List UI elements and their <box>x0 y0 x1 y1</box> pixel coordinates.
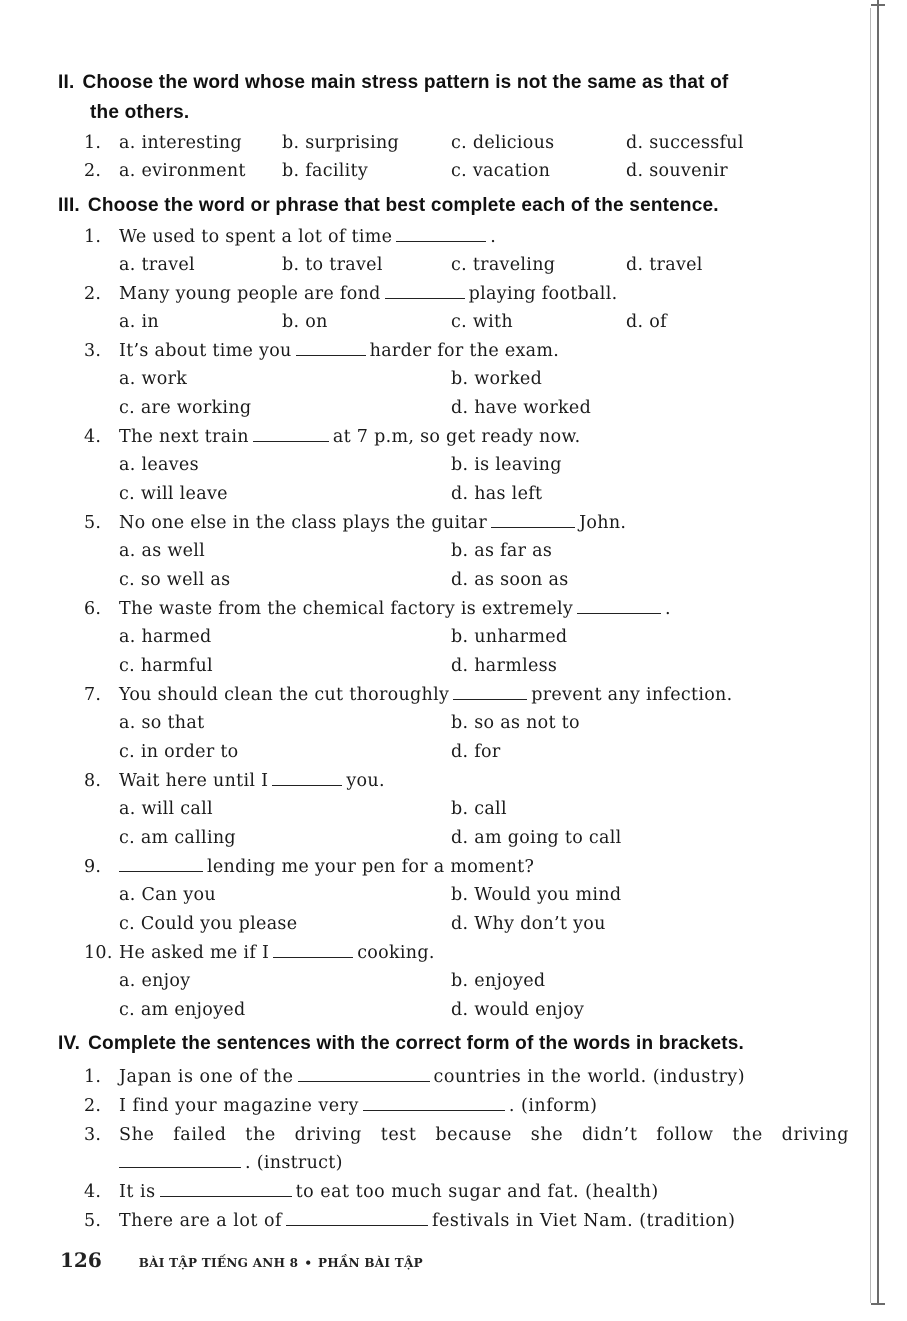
question-text: He asked me if I <box>119 943 270 963</box>
question-number: 9. <box>84 857 102 877</box>
option-b: b. unharmed <box>451 627 568 647</box>
option-a: a. travel <box>119 255 195 275</box>
question-number: 4. <box>84 427 102 447</box>
option-c: c. traveling <box>451 255 556 275</box>
option-b: b. call <box>451 799 507 819</box>
option-d: d. would enjoy <box>451 1000 585 1020</box>
question-text-end: . <box>490 227 497 247</box>
answer-blank <box>296 338 366 356</box>
question-text-end: to eat too much sugar and fat. (health) <box>295 1182 659 1202</box>
answer-blank <box>385 281 465 299</box>
question-number: 8. <box>84 771 102 791</box>
answer-blank <box>491 510 575 528</box>
question-number: 3. <box>84 341 102 361</box>
question-text-end: lending me your pen for a moment? <box>207 857 535 877</box>
option-b: b. so as not to <box>451 713 580 733</box>
option-b: b. on <box>282 312 328 332</box>
option-c: c. vacation <box>451 161 551 181</box>
question-number: 6. <box>84 599 102 619</box>
question-text-end: John. <box>579 513 627 533</box>
option-c: c. so well as <box>119 570 231 590</box>
option-c: c. delicious <box>451 133 555 153</box>
question-text: Many young people are fond <box>119 284 381 304</box>
answer-blank <box>453 682 527 700</box>
option-a: a. will call <box>119 799 213 819</box>
question-number: 2. <box>84 1096 102 1116</box>
question-text: You should clean the cut thoroughly <box>119 685 450 705</box>
page-binding-cap-top <box>871 4 885 6</box>
option-c: c. in order to <box>119 742 239 762</box>
option-d: d. travel <box>626 255 703 275</box>
question-text: We used to spent a lot of time <box>119 227 393 247</box>
question-text-end: countries in the world. (industry) <box>433 1067 746 1087</box>
option-a: a. so that <box>119 713 205 733</box>
answer-blank <box>286 1208 428 1226</box>
page-footer <box>60 1248 423 1272</box>
option-c: c. with <box>451 312 513 332</box>
question-text: Japan is one of the <box>119 1067 294 1087</box>
s4-question-3-text: She failed the driving test because she didn’t follow the driving <box>119 1125 849 1145</box>
question-text: No one else in the class plays the guitar <box>119 513 488 533</box>
question-text: There are a lot of <box>119 1211 283 1231</box>
answer-blank <box>119 854 203 872</box>
option-c: c. am enjoyed <box>119 1000 246 1020</box>
answer-blank <box>273 940 353 958</box>
section-title-cont: the others. <box>90 102 190 123</box>
question-number: 10. <box>84 943 113 963</box>
question-text-end: cooking. <box>357 943 435 963</box>
question-number: 3. <box>84 1125 102 1145</box>
question-text: It is <box>119 1182 156 1202</box>
section-2-heading-cont <box>90 98 882 128</box>
answer-blank <box>298 1064 430 1082</box>
option-d: d. have worked <box>451 398 592 418</box>
footer-separator: • <box>304 1256 313 1270</box>
option-a: a. interesting <box>119 133 242 153</box>
question-text: It’s about time you <box>119 341 292 361</box>
question-text: I find your magazine very <box>119 1096 359 1116</box>
section-3-heading <box>58 191 850 221</box>
option-d: d. of <box>626 312 667 332</box>
question-number: 1. <box>84 133 102 153</box>
question-number: 4. <box>84 1182 102 1202</box>
page-number: 126 <box>60 1248 102 1272</box>
option-b: b. is leaving <box>451 455 562 475</box>
option-a: a. Can you <box>119 885 216 905</box>
option-c: c. are working <box>119 398 252 418</box>
option-c: c. harmful <box>119 656 213 676</box>
answer-blank <box>577 596 661 614</box>
question-text-end: at 7 p.m, so get ready now. <box>332 427 581 447</box>
answer-blank <box>119 1150 241 1168</box>
page-binding-line <box>877 0 879 1303</box>
option-a: a. enjoy <box>119 971 191 991</box>
option-b: b. to travel <box>282 255 383 275</box>
page-binding-cap-bottom <box>871 1303 885 1305</box>
section-number: III. <box>58 195 80 216</box>
option-d: d. for <box>451 742 501 762</box>
option-b: b. Would you mind <box>451 885 622 905</box>
book-title: BÀI TẬP TIẾNG ANH 8 <box>138 1256 299 1270</box>
question-number: 5. <box>84 513 102 533</box>
option-b: b. as far as <box>451 541 553 561</box>
question-number: 2. <box>84 284 102 304</box>
section-title: Choose the word whose main stress pattern is not the same as that of <box>82 72 729 93</box>
question-text: The waste from the chemical factory is extremely <box>119 599 574 619</box>
option-d: d. am going to call <box>451 828 622 848</box>
option-b: b. worked <box>451 369 543 389</box>
question-number: 1. <box>84 227 102 247</box>
answer-blank <box>272 768 342 786</box>
section-4-heading <box>58 1029 850 1059</box>
option-d: d. souvenir <box>626 161 728 181</box>
option-a: a. in <box>119 312 159 332</box>
option-d: d. successful <box>626 133 744 153</box>
option-a: a. leaves <box>119 455 199 475</box>
answer-blank <box>160 1179 292 1197</box>
question-number: 7. <box>84 685 102 705</box>
question-text-end: harder for the exam. <box>369 341 560 361</box>
section-number: II. <box>58 72 75 93</box>
question-number: 5. <box>84 1211 102 1231</box>
option-d: d. harmless <box>451 656 558 676</box>
answer-blank <box>363 1093 505 1111</box>
question-text-end: . <box>665 599 671 619</box>
option-b: b. surprising <box>282 133 400 153</box>
option-b: b. enjoyed <box>451 971 546 991</box>
section-2-heading <box>58 68 850 98</box>
question-text: Wait here until I <box>119 771 269 791</box>
option-c: c. Could you please <box>119 914 298 934</box>
answer-blank <box>396 224 486 242</box>
question-text-end: . (instruct) <box>245 1153 343 1173</box>
book-part: PHẦN BÀI TẬP <box>318 1256 423 1270</box>
section-number: IV. <box>58 1033 81 1054</box>
section-title: Choose the word or phrase that best complete each of the sentence. <box>87 195 719 216</box>
section-title: Complete the sentences with the correct form of the words in brackets. <box>88 1033 745 1054</box>
option-c: c. am calling <box>119 828 236 848</box>
question-text-end: prevent any infection. <box>531 685 733 705</box>
question-number: 2. <box>84 161 102 181</box>
option-a: a. as well <box>119 541 206 561</box>
page-binding-line-inner <box>870 8 871 1303</box>
option-a: a. harmed <box>119 627 212 647</box>
option-d: d. as soon as <box>451 570 569 590</box>
question-text-end: you. <box>346 771 385 791</box>
option-a: a. work <box>119 369 188 389</box>
option-d: d. has left <box>451 484 543 504</box>
option-d: d. Why don’t you <box>451 914 606 934</box>
question-text-end: playing football. <box>468 284 618 304</box>
question-text-end: festivals in Viet Nam. (tradition) <box>432 1211 736 1231</box>
option-a: a. evironment <box>119 161 246 181</box>
question-number: 1. <box>84 1067 102 1087</box>
answer-blank <box>253 424 329 442</box>
option-c: c. will leave <box>119 484 228 504</box>
option-b: b. facility <box>282 161 369 181</box>
question-text: The next train <box>119 427 249 447</box>
question-text-end: . (inform) <box>508 1096 598 1116</box>
